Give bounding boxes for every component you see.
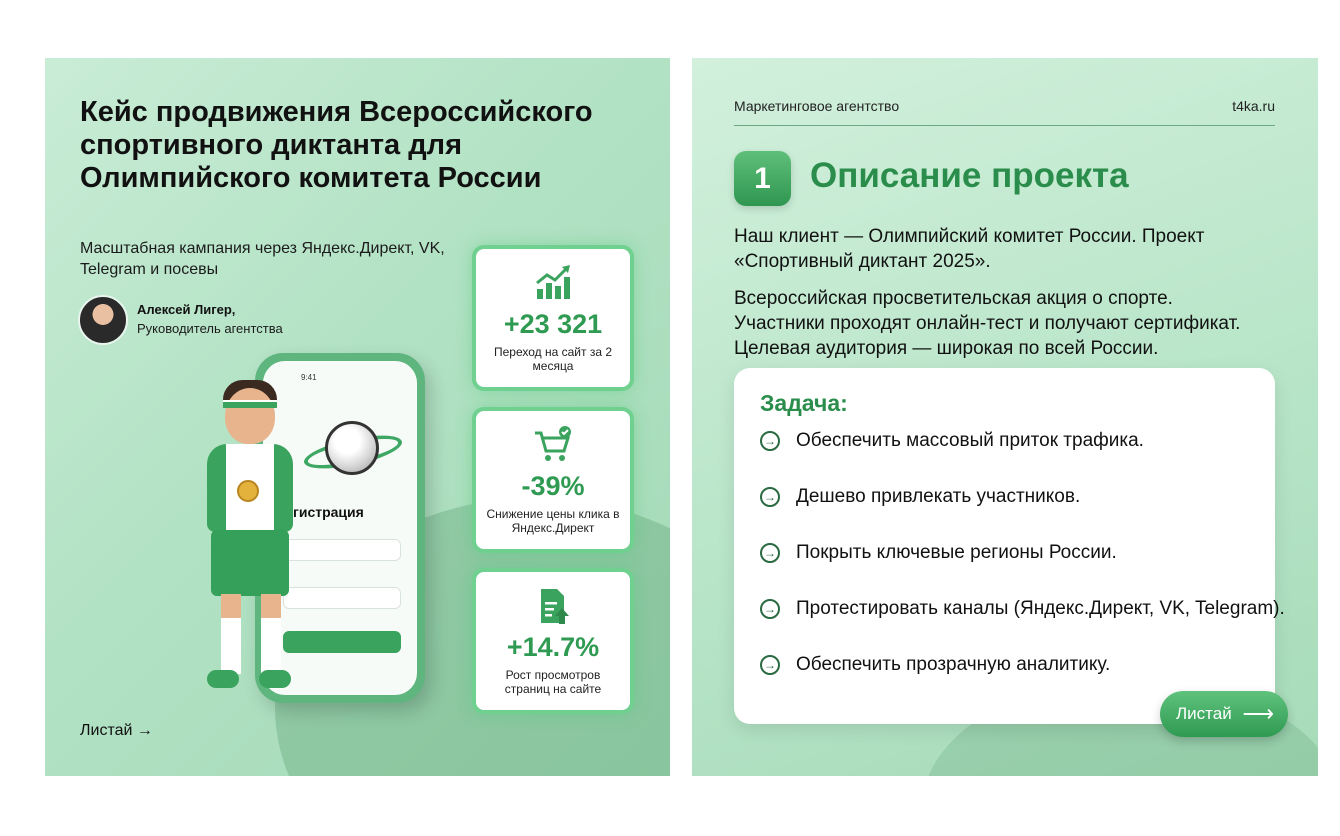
athlete-head <box>225 388 275 444</box>
athlete-shoe <box>207 670 239 688</box>
task-card <box>734 368 1285 724</box>
author-avatar <box>78 295 128 345</box>
phone-time: 9:41 <box>301 373 317 382</box>
athlete-headband <box>223 400 277 408</box>
task-title: Задача: <box>760 390 848 416</box>
arrow-circle-icon: → <box>760 543 780 563</box>
arrow-circle-icon: → <box>760 487 780 507</box>
swipe-button-label: Листай <box>1176 704 1232 723</box>
growth-chart-icon <box>533 263 573 303</box>
arrow-circle-icon: → <box>760 655 780 675</box>
stat-value: +14.7% <box>506 632 600 662</box>
project-paragraph: Всероссийская просветительская акция о спорте. Участники проходят онлайн-тест и получают сертификат. Целевая аудитория — широкая по всей России. <box>734 288 1241 359</box>
slide-title: Кейс продвижения Всероссийского спортивного диктанта для Олимпийского комитета России <box>80 96 593 194</box>
section-number-badge: 1 <box>734 151 791 206</box>
case-slide <box>45 58 670 776</box>
arrow-circle-icon: → <box>760 431 780 451</box>
project-description-slide <box>692 58 1318 776</box>
author-name: Алексей Лигер, <box>137 302 236 317</box>
task-text: Покрыть ключевые регионы России. <box>796 542 1117 563</box>
stat-card <box>472 407 634 553</box>
task-text: Протестировать каналы (Яндекс.Директ, VK, Telegram). <box>796 598 1285 619</box>
phone-screen-title: гистрация <box>293 504 364 520</box>
swipe-hint[interactable]: Листай → <box>80 722 153 739</box>
task-text: Обеспечить прозрачную аналитику. <box>796 654 1111 675</box>
arrow-right-icon: ⟶ <box>1242 701 1274 726</box>
stat-card <box>472 245 634 391</box>
client-paragraph: Наш клиент — Олимпийский комитет России. Проект «Спортивный диктант 2025». <box>734 226 1205 272</box>
athlete-leg <box>261 594 281 674</box>
stat-value: -39% <box>521 471 585 501</box>
athlete-shorts <box>211 530 289 596</box>
agency-label: Маркетинговое агентство <box>734 98 900 114</box>
soccer-ball-icon <box>325 421 379 475</box>
header-divider <box>734 125 1275 126</box>
cart-check-icon <box>533 425 573 465</box>
swipe-button[interactable] <box>1160 691 1288 737</box>
athlete-illustration <box>185 380 315 710</box>
stat-value: +23 321 <box>503 309 603 339</box>
stat-label: Переход на сайт за 2 месяца <box>493 345 613 373</box>
slide-subtitle: Масштабная кампания через Яндекс.Директ, VK, Telegram и посевы <box>80 240 445 278</box>
section-heading: Описание проекта <box>810 156 1129 195</box>
document-up-icon <box>533 586 573 626</box>
author-role: Руководитель агентства <box>137 321 283 336</box>
task-text: Обеспечить массовый приток трафика. <box>796 430 1144 451</box>
athlete-shoe <box>259 670 291 688</box>
stat-card <box>472 568 634 714</box>
stat-label: Снижение цены клика в Яндекс.Директ <box>486 507 620 535</box>
medal-icon <box>237 480 259 502</box>
task-text: Дешево привлекать участников. <box>796 486 1081 507</box>
stat-label: Рост просмотров страниц на сайте <box>504 668 602 696</box>
athlete-leg <box>221 594 241 674</box>
arrow-circle-icon: → <box>760 599 780 619</box>
website-label: t4ka.ru <box>1232 98 1275 114</box>
